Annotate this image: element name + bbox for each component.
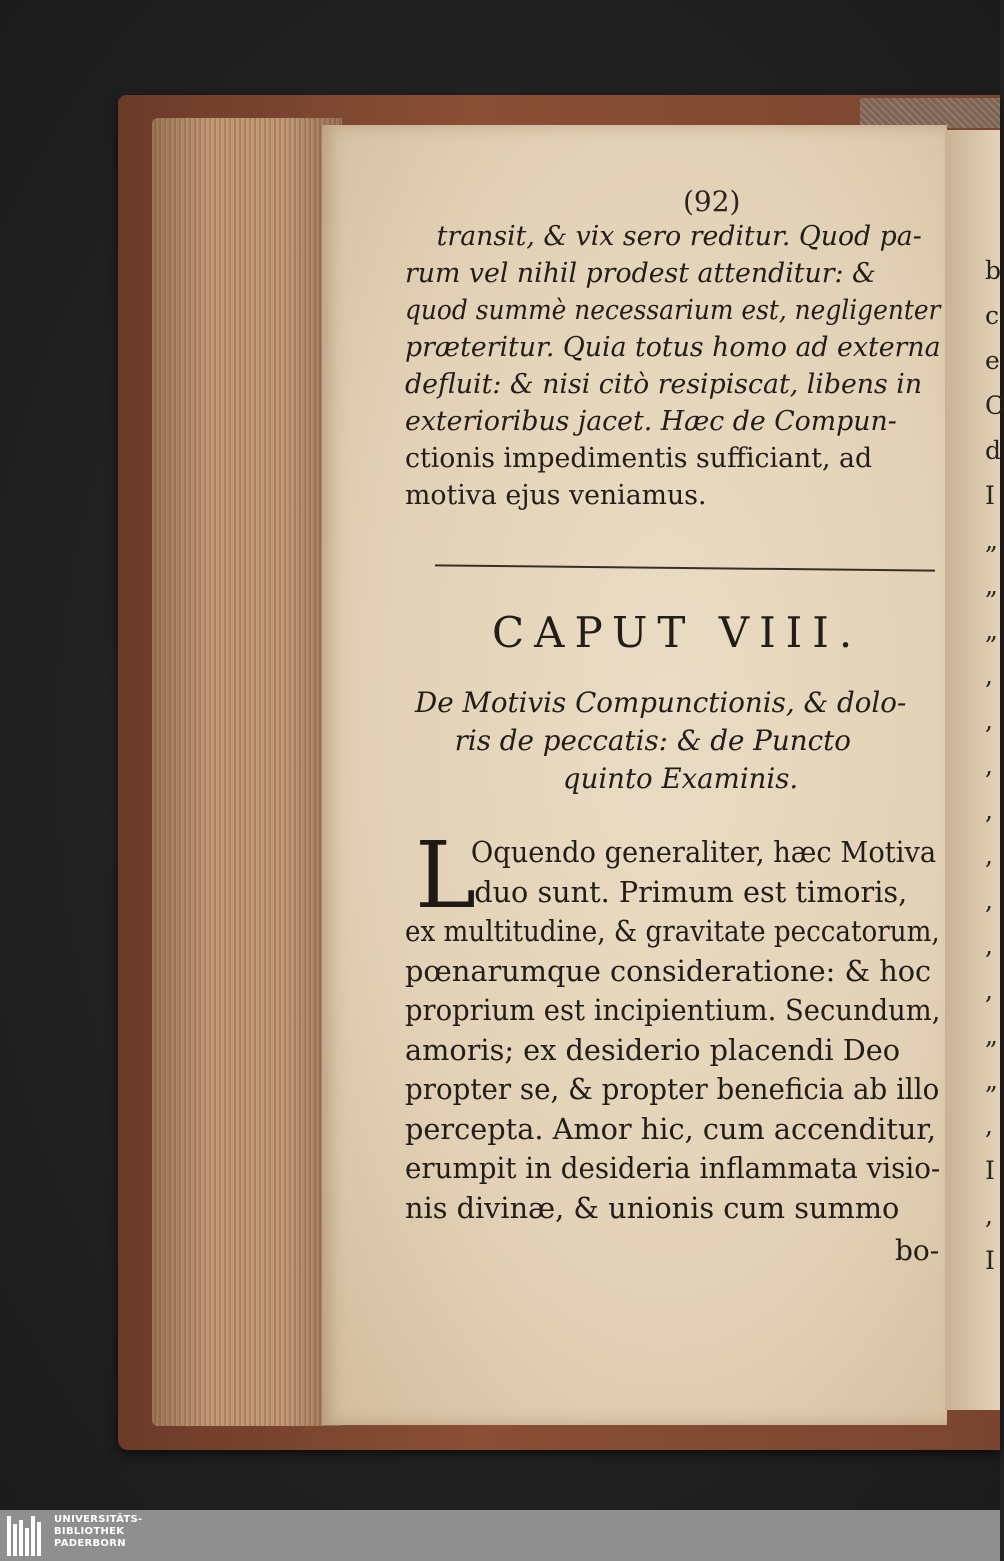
facing-page-letter: , — [985, 976, 993, 1005]
text-line: quod summè necessarium est, negligenter — [405, 295, 941, 326]
facing-page-letter: „ — [985, 1021, 998, 1050]
text-line: præteritur. Quia totus homo ad externa — [405, 332, 941, 363]
page-edges-shade — [152, 118, 342, 1426]
facing-page-letter: d — [985, 436, 1002, 465]
text-line: transit, & vix sero reditur. Quod pa- — [436, 221, 922, 252]
text-line: pœnarumque consideratione: & hoc — [405, 953, 932, 988]
facing-page-letter: , — [985, 796, 993, 825]
facing-page-letter: „ — [985, 616, 998, 645]
facing-page-letter: , — [985, 1111, 993, 1140]
facing-page-letter: I — [985, 481, 995, 510]
text-line: percepta. Amor hic, cum accenditur, — [405, 1111, 937, 1146]
facing-page-letter: b — [985, 256, 1002, 285]
facing-page-letter: „ — [985, 571, 998, 600]
facing-page-letter: „ — [985, 1066, 998, 1095]
library-footer — [0, 1510, 1000, 1561]
facing-page-letter: I — [985, 1156, 995, 1185]
logo-bar — [25, 1528, 29, 1556]
book-headband — [860, 98, 1000, 128]
logo-bar — [37, 1522, 41, 1556]
facing-page-letter: , — [985, 886, 993, 915]
continued-paragraph — [405, 218, 945, 514]
catchword: bo- — [895, 1234, 940, 1267]
facing-page-letter: , — [985, 1201, 993, 1230]
text-line: ex multitudine, & gravitate peccatorum, — [405, 914, 940, 948]
facing-page-edge — [945, 130, 1004, 1410]
text-line: Oquendo generaliter, hæc Motiva — [470, 835, 937, 869]
text-line: duo sunt. Primum est timoris, — [474, 874, 908, 909]
text-line: propter se, & propter beneficia ab illo — [405, 1072, 940, 1106]
facing-page-letter: I — [985, 1246, 995, 1275]
library-name-line: BIBLIOTHEK — [54, 1526, 125, 1537]
text-line: nis divinæ, & unionis cum summo — [405, 1190, 900, 1225]
facing-page-letter: , — [985, 931, 993, 960]
logo-bar — [13, 1524, 17, 1556]
logo-bar — [7, 1516, 11, 1556]
text-line: ctionis impedimentis sufficiant, ad — [405, 443, 873, 474]
drop-cap: L — [415, 822, 477, 929]
library-logo-icon — [7, 1516, 43, 1556]
facing-page-letter: , — [985, 841, 993, 870]
text-line: motiva ejus veniamus. — [405, 480, 707, 511]
text-line: rum vel nihil prodest attenditur: & — [405, 258, 876, 289]
facing-page-letters — [985, 248, 1004, 1283]
library-name — [54, 1514, 143, 1550]
library-name-line: PADERBORN — [54, 1538, 126, 1549]
library-name-line: UNIVERSITÄTS- — [54, 1514, 143, 1525]
logo-bar — [19, 1520, 23, 1556]
text-line: erumpit in desideria inflammata visio- — [405, 1151, 941, 1185]
text-line: quinto Examinis. — [562, 762, 799, 795]
facing-page-letter: „ — [985, 526, 998, 555]
facing-page-letter: , — [985, 751, 993, 780]
facing-page-letter: , — [985, 706, 993, 735]
logo-bar — [31, 1516, 35, 1556]
chapter-title: CAPUT VIII. — [492, 608, 863, 657]
chapter-subtitle — [415, 684, 935, 798]
body-paragraph — [405, 833, 945, 1228]
text-line: exterioribus jacet. Hæc de Compun- — [405, 406, 897, 437]
facing-page-letter: e — [985, 346, 1000, 375]
text-line: proprium est incipientium. Secundum, — [405, 993, 941, 1027]
text-line: amoris; ex desiderio placendi Deo — [405, 1032, 901, 1067]
facing-page-letter: c — [985, 301, 1000, 330]
text-line: ris de peccatis: & de Puncto — [454, 724, 851, 757]
text-line: De Motivis Compunctionis, & dolo- — [415, 686, 907, 719]
page-number: (92) — [683, 185, 741, 218]
text-line: defluit: & nisi citò resipiscat, libens in — [405, 369, 923, 400]
facing-page-letter: C — [985, 391, 1004, 420]
facing-page-letter: , — [985, 661, 993, 690]
